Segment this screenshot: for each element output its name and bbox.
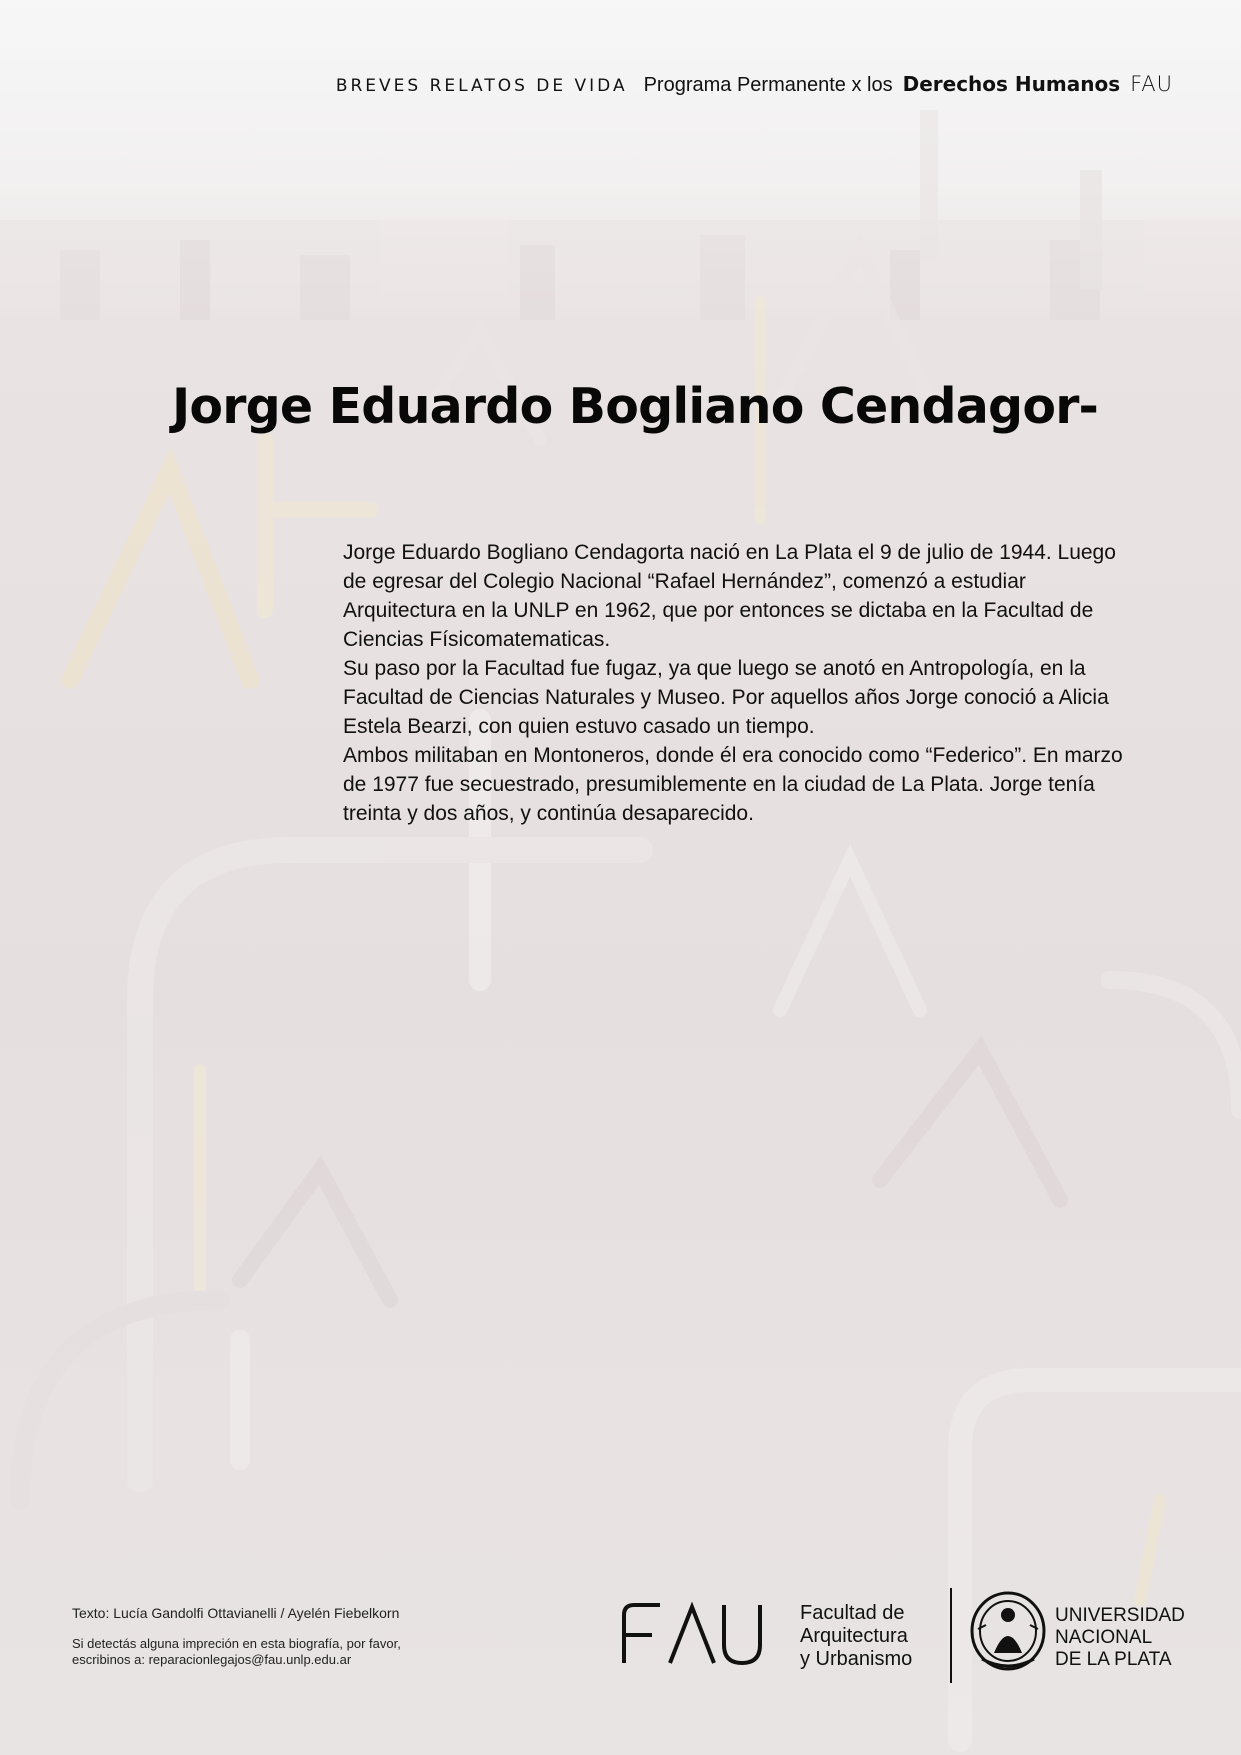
- logo-divider: [950, 1588, 952, 1683]
- bio-paragraph: Jorge Eduardo Bogliano Cendagorta nació en La Plata el 9 de julio de 1944. Luego de egresar del Colegio Nacional “Rafael Hernández”, comenzó a estudiar Arquitectura en la UNLP en 1962, que por entonces se dictaba en la Facultad de Ciencias Físicomatematicas.: [343, 541, 1116, 651]
- unlp-institution-name: [1055, 1605, 1185, 1671]
- fau-logo: [620, 1601, 765, 1665]
- errata-note: [72, 1636, 472, 1668]
- errata-line: Si detectás alguna impreción en esta biografía, por favor,: [72, 1636, 401, 1651]
- unlp-name-line: NACIONAL: [1055, 1627, 1153, 1648]
- unlp-name-line: DE LA PLATA: [1055, 1649, 1172, 1670]
- text-credits: Texto: Lucía Gandolfi Ottavianelli / Ayelén Fiebelkorn: [72, 1605, 400, 1621]
- fau-name-line: Arquitectura: [800, 1625, 908, 1647]
- errata-email-line: escribinos a: reparacionlegajos@fau.unlp.edu.ar: [72, 1652, 352, 1667]
- bio-paragraph: Ambos militaban en Montoneros, donde él era conocido como “Federico”. En marzo de 1977 fue secuestrado, presumiblemente en la ciudad de La Plata. Jorge tenía treinta y dos años, y continúa desaparecido.: [343, 744, 1123, 825]
- fau-name-line: y Urbanismo: [800, 1648, 913, 1670]
- program-label: Programa Permanente x los: [643, 74, 893, 96]
- fau-header-mark: FAU: [1130, 72, 1173, 96]
- fau-name-line: Facultad de: [800, 1602, 905, 1624]
- header: [336, 72, 1173, 97]
- unlp-seal-icon: [968, 1589, 1048, 1681]
- fau-institution-name: [800, 1602, 912, 1671]
- series-title: BREVES RELATOS DE VIDA: [335, 76, 628, 96]
- bio-paragraph: Su paso por la Facultad fue fugaz, ya que luego se anotó en Antropología, en la Facultad de Ciencias Naturales y Museo. Por aquellos años Jorge conoció a Alicia Estela Bearzi, con quien estuvo casado un tiempo.: [343, 657, 1109, 738]
- biography-text: [343, 538, 1123, 828]
- page-title: Jorge Eduardo Bogliano Cendagor-: [172, 378, 1099, 435]
- unlp-name-line: UNIVERSIDAD: [1055, 1605, 1185, 1626]
- program-label-bold: Derechos Humanos: [902, 72, 1121, 96]
- footer-logos: [620, 1585, 1185, 1685]
- credits-block: [72, 1605, 472, 1668]
